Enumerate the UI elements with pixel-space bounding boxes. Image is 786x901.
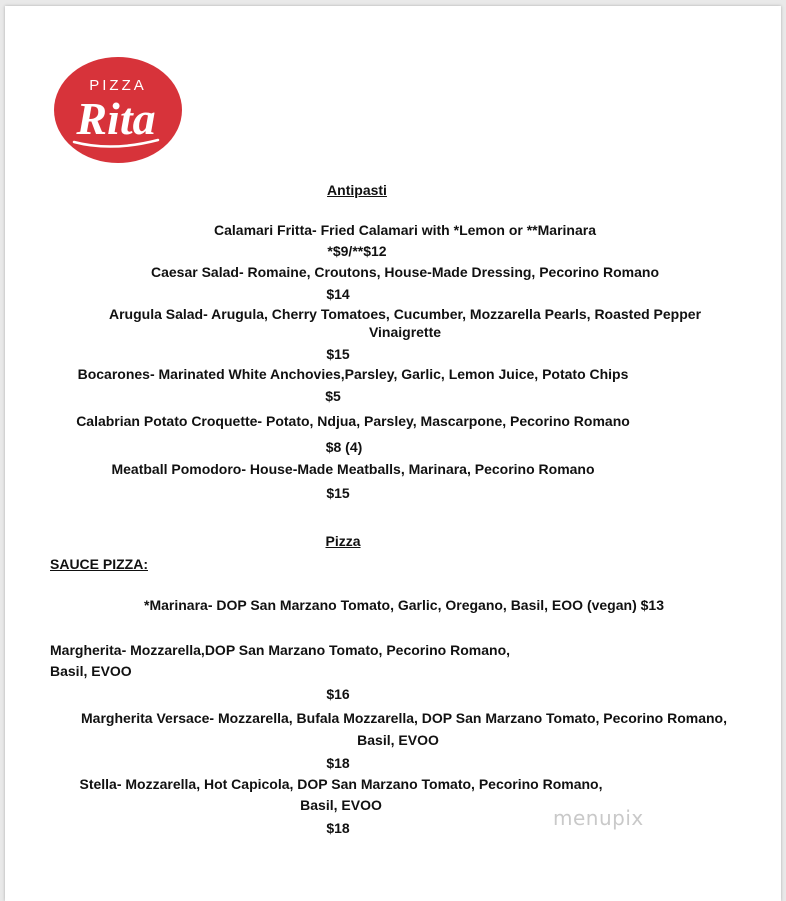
antipasti-heading: Antipasti — [327, 182, 387, 198]
bocarones-price: $5 — [325, 388, 341, 404]
calamari-price: *$9/**$12 — [327, 243, 387, 259]
margherita-price: $16 — [326, 686, 350, 702]
calamari-desc: Calamari Fritta- Fried Calamari with *Lemon or **Marinara — [214, 222, 596, 238]
sauce-pizza-subheading: SAUCE PIZZA: — [50, 556, 148, 572]
meatball-price: $15 — [326, 485, 350, 501]
arugula-price: $15 — [326, 346, 350, 362]
logo-brand-name: Rita — [76, 93, 156, 144]
pizza-rita-logo — [52, 56, 184, 164]
stella-price: $18 — [326, 820, 350, 836]
bocarones-desc: Bocarones- Marinated White Anchovies,Parsley, Garlic, Lemon Juice, Potato Chips — [77, 366, 629, 382]
versace-price: $18 — [326, 755, 350, 771]
menupix-watermark: menupix — [553, 806, 644, 830]
margherita-desc: Margherita- Mozzarella,DOP San Marzano Tomato, Pecorino Romano, — [50, 642, 511, 658]
arugula-desc: Arugula Salad- Arugula, Cherry Tomatoes, Cucumber, Mozzarella Pearls, Roasted Pepper — [108, 306, 702, 322]
stella-desc-line2: Basil, EVOO — [300, 797, 382, 813]
croquette-desc: Calabrian Potato Croquette- Potato, Ndjua, Parsley, Mascarpone, Pecorino Romano — [76, 413, 630, 429]
arugula-desc-line2: Vinaigrette — [368, 324, 442, 340]
caesar-desc: Caesar Salad- Romaine, Croutons, House-Made Dressing, Pecorino Romano — [151, 264, 659, 280]
versace-desc: Margherita Versace- Mozzarella, Bufala Mozzarella, DOP San Marzano Tomato, Pecorino Romano, — [81, 710, 727, 726]
stella-desc: Stella- Mozzarella, Hot Capicola, DOP San Marzano Tomato, Pecorino Romano, — [79, 776, 603, 792]
versace-desc-line2: Basil, EVOO — [357, 732, 439, 748]
croquette-price: $8 (4) — [325, 439, 363, 455]
meatball-desc: Meatball Pomodoro- House-Made Meatballs, Marinara, Pecorino Romano — [111, 461, 595, 477]
caesar-price: $14 — [326, 286, 350, 302]
pizza-heading: Pizza — [325, 533, 361, 549]
margherita-desc-line2: Basil, EVOO — [50, 663, 132, 679]
marinara-desc: *Marinara- DOP San Marzano Tomato, Garlic, Oregano, Basil, EOO (vegan) $13 — [144, 597, 664, 613]
logo-top-text: PIZZA — [89, 77, 147, 94]
